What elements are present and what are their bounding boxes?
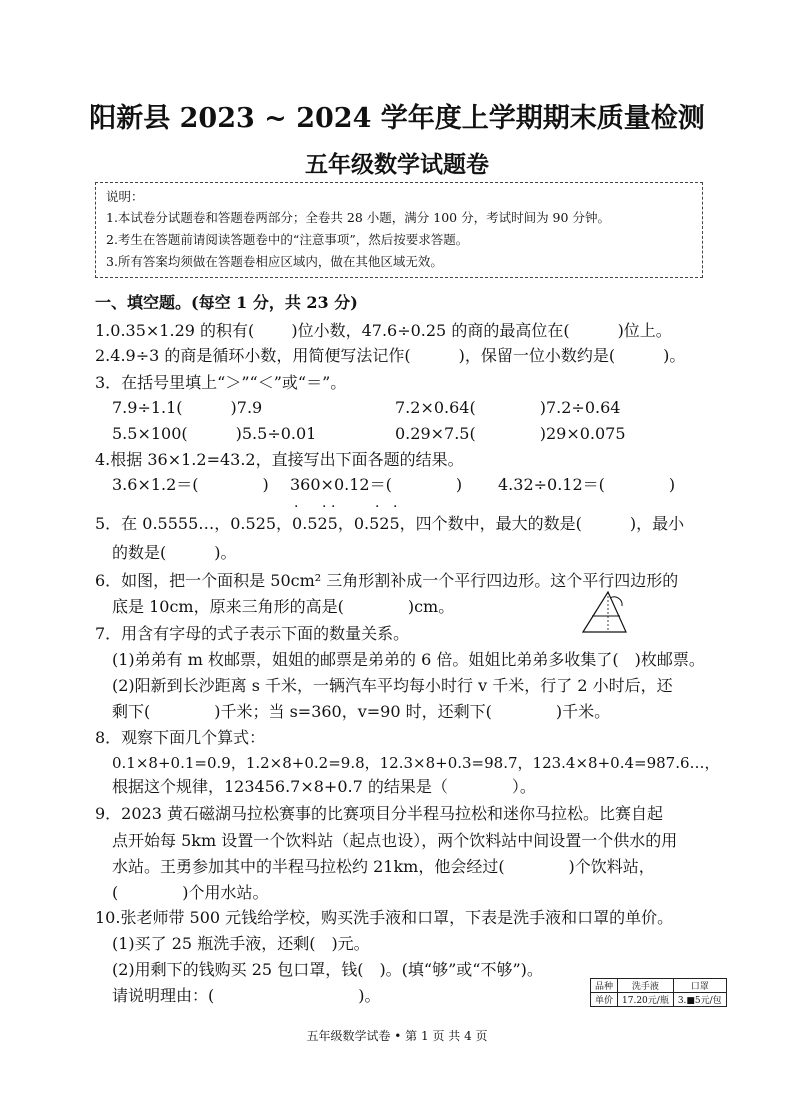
- question-10: 10.张老师带 500 元钱给学校，购买洗手液和口罩，下表是洗手液和口罩的单价。: [95, 908, 674, 927]
- question-4: 4.根据 36×1.2=43.2，直接写出下面各题的结果。: [95, 450, 464, 469]
- table-cell: 洗手液: [618, 979, 674, 993]
- question-4b: 360×0.12＝( ): [290, 475, 463, 494]
- question-3: 3．在括号里填上“＞”“＜”或“＝”。: [95, 373, 347, 392]
- instruction-item: 3.所有答案均须做在答题卷相应区域内，做在其他区域无效。: [106, 254, 443, 269]
- question-4c: 4.32÷0.12＝( ): [498, 475, 676, 494]
- question-7b: (2)阳新到长沙距离 s 千米，一辆汽车平均每小时行 v 千米，行了 2 小时后，还: [112, 676, 673, 695]
- question-6: 6．如图，把一个面积是 50cm² 三角形割补成一个平行四边形。这个平行四边形的: [95, 571, 679, 590]
- question-7a: (1)弟弟有 m 枚邮票，姐姐的邮票是弟弟的 6 倍。姐姐比弟弟多收集了( )枚邮票。: [112, 650, 705, 669]
- instructions-heading: 说明：: [106, 189, 144, 204]
- question-3a: 7.9÷1.1( )7.9: [112, 398, 263, 417]
- table-cell: 3.■5元/包: [673, 993, 726, 1007]
- instructions-box: [95, 182, 703, 278]
- question-5-cont: 的数是( )。: [112, 543, 237, 562]
- question-8a: 0.1×8+0.1=0.9，1.2×8+0.2=9.8，12.3×8+0.3=98.7，123.4×8+0.4=987.6…，: [112, 754, 720, 772]
- page-footer: 五年级数学试卷 • 第 1 页 共 4 页: [306, 1029, 488, 1043]
- question-10b: (2)用剩下的钱购买 25 包口罩，钱( )。(填“够”或“不够”)。: [112, 960, 543, 979]
- repeat-dot: ·: [393, 499, 398, 515]
- question-3b: 7.2×0.64( )7.2÷0.64: [395, 398, 621, 417]
- question-7c: 剩下( )千米；当 s=360，v=90 时，还剩下( )千米。: [112, 702, 611, 721]
- question-3c: 5.5×100( )5.5÷0.01: [112, 424, 317, 443]
- section-heading: 一、填空题。(每空 1 分，共 23 分): [95, 293, 358, 312]
- question-9-cont: 水站。王勇参加其中的半程马拉松约 21km，他会经过( )个饮料站，: [112, 857, 655, 876]
- page-title: 阳新县 2023 ~ 2024 学年度上学期期末质量检测: [89, 103, 705, 134]
- question-6-cont: 底是 10cm，原来三角形的高是( )cm。: [112, 597, 455, 616]
- repeat-dot: ·: [375, 499, 380, 515]
- price-table: [590, 978, 727, 1007]
- question-2: 2.4.9÷3 的商是循环小数，用简便写法记作( )，保留一位小数约是( )。: [95, 346, 686, 365]
- question-7: 7．用含有字母的式子表示下面的数量关系。: [95, 624, 410, 643]
- question-8: 8．观察下面几个算式：: [95, 728, 266, 747]
- question-10c: 请说明理由：( )。: [112, 986, 381, 1005]
- question-1: 1.0.35×1.29 的积有( )位小数，47.6÷0.25 的商的最高位在( )位上。: [95, 321, 672, 340]
- instruction-item: 1.本试卷分试题卷和答题卷两部分；全卷共 28 小题，满分 100 分，考试时间为 90 分钟。: [106, 210, 610, 225]
- instruction-item: 2.考生在答题前请阅读答题卷中的“注意事项”，然后按要求答题。: [106, 232, 469, 247]
- repeat-dot: ·: [294, 499, 299, 515]
- question-5: 5．在 0.5555…，0.525，0.525，0.525，四个数中，最大的数是( )，最小: [95, 514, 685, 533]
- table-cell: 口罩: [673, 979, 726, 993]
- table-row: [591, 993, 727, 1007]
- question-4a: 3.6×1.2＝( ): [112, 475, 269, 494]
- repeat-dot: ·: [322, 499, 327, 515]
- question-9: 9．2023 黄石磁湖马拉松赛事的比赛项目分半程马拉松和迷你马拉松。比赛自起: [95, 804, 663, 823]
- table-cell: 17.20元/瓶: [618, 993, 674, 1007]
- repeat-dot: ·: [331, 499, 336, 515]
- table-cell: 品种: [591, 979, 618, 993]
- question-9-cont: ( )个用水站。: [112, 883, 269, 902]
- page-subtitle: 五年级数学试题卷: [305, 151, 489, 178]
- table-row: [591, 979, 727, 993]
- table-cell: 单价: [591, 993, 618, 1007]
- question-8b: 根据这个规律，123456.7×8+0.7 的结果是（ ）。: [112, 777, 536, 796]
- question-10a: (1)买了 25 瓶洗手液，还剩( )元。: [112, 934, 370, 953]
- triangle-figure: [580, 588, 630, 634]
- question-9-cont: 点开始每 5km 设置一个饮料站（起点也设），两个饮料站中间设置一个供水的用: [112, 831, 678, 850]
- question-3d: 0.29×7.5( )29×0.075: [395, 424, 626, 443]
